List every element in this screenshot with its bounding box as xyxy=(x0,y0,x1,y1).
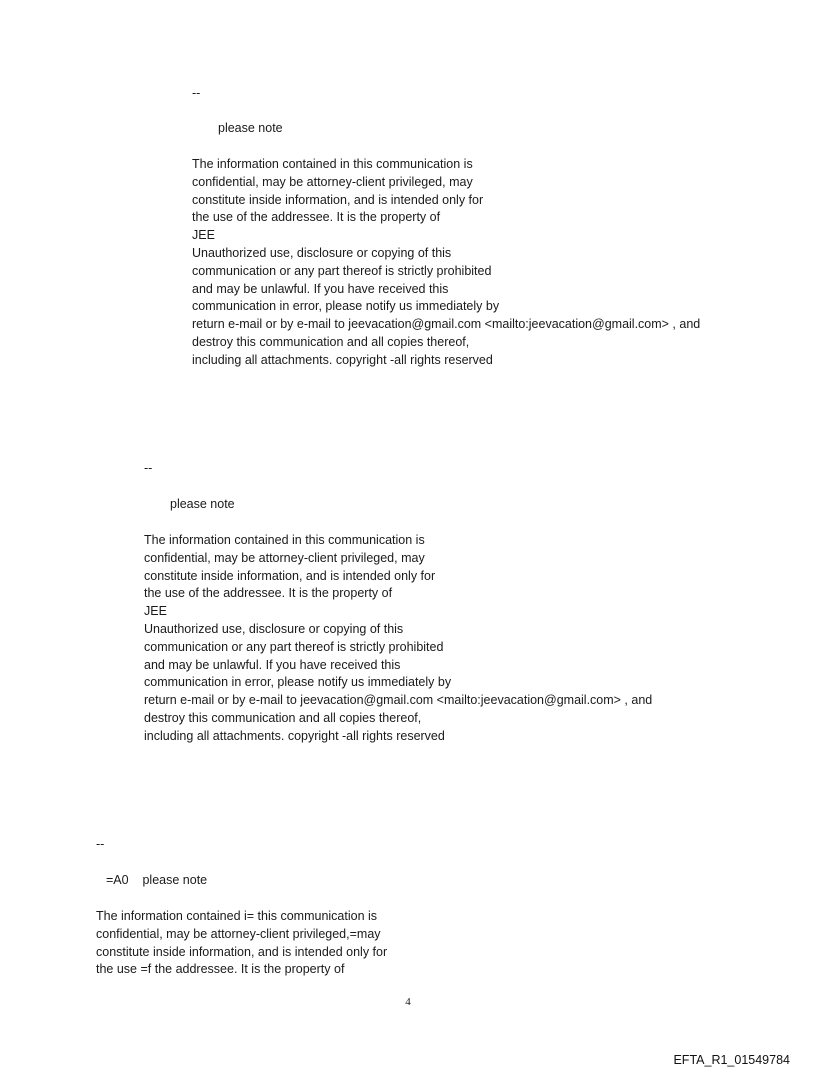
disclaimer-line: including all attachments. copyright -all rights reserved xyxy=(192,352,493,367)
separator-2: -- xyxy=(144,461,153,475)
separator-3: -- xyxy=(96,837,105,851)
disclaimer-line: the use of the addressee. It is the property of xyxy=(192,210,441,225)
disclaimer-line: constitute inside information, and is intended only for xyxy=(96,944,388,959)
disclaimer-line: including all attachments. copyright -all rights reserved xyxy=(144,728,445,743)
disclaimer-line: communication or any part thereof is strictly prohibited xyxy=(192,263,492,278)
disclaimer-block-1 xyxy=(192,156,700,370)
disclaimer-block-2 xyxy=(144,532,652,746)
disclaimer-line: return e-mail or by e-mail to jeevacation@gmail.com <mailto:jeevacation@gmail.com> , and xyxy=(192,317,701,332)
note-heading-2: please note xyxy=(170,497,235,511)
disclaimer-line: JEE xyxy=(192,228,215,243)
disclaimer-line: constitute inside information, and is intended only for xyxy=(192,192,484,207)
disclaimer-line: constitute inside information, and is intended only for xyxy=(144,568,436,583)
disclaimer-block-3 xyxy=(96,908,387,979)
disclaimer-line: The information contained i= this communication is xyxy=(96,909,378,923)
disclaimer-line: Unauthorized use, disclosure or copying of this xyxy=(192,245,452,260)
disclaimer-line: confidential, may be attorney-client privileged, may xyxy=(192,174,473,189)
disclaimer-line: Unauthorized use, disclosure or copying of this xyxy=(144,621,404,636)
disclaimer-line: the use =f the addressee. It is the property of xyxy=(96,962,345,977)
separator-1: -- xyxy=(192,86,201,100)
disclaimer-line: confidential, may be attorney-client privileged, may xyxy=(144,550,425,565)
disclaimer-line: return e-mail or by e-mail to jeevacation@gmail.com <mailto:jeevacation@gmail.com> , and xyxy=(144,693,653,708)
note-heading-1: please note xyxy=(218,121,283,135)
disclaimer-line: confidential, may be attorney-client privileged,=may xyxy=(96,926,381,941)
disclaimer-line: The information contained in this communication is xyxy=(192,157,473,171)
disclaimer-line: destroy this communication and all copies thereof, xyxy=(144,710,422,725)
disclaimer-line: and may be unlawful. If you have received this xyxy=(144,657,401,672)
note-heading-3: =A0 please note xyxy=(106,873,208,887)
disclaimer-line: communication in error, please notify us immediately by xyxy=(144,675,452,690)
page-number: 4 xyxy=(405,996,411,1008)
disclaimer-line: JEE xyxy=(144,604,167,619)
document-id: EFTA_R1_01549784 xyxy=(673,1053,790,1067)
disclaimer-line: communication or any part thereof is strictly prohibited xyxy=(144,639,444,654)
disclaimer-line: destroy this communication and all copies thereof, xyxy=(192,334,470,349)
disclaimer-line: the use of the addressee. It is the property of xyxy=(144,586,393,601)
disclaimer-line: communication in error, please notify us immediately by xyxy=(192,299,500,314)
disclaimer-line: and may be unlawful. If you have received this xyxy=(192,281,449,296)
disclaimer-line: The information contained in this communication is xyxy=(144,533,425,547)
